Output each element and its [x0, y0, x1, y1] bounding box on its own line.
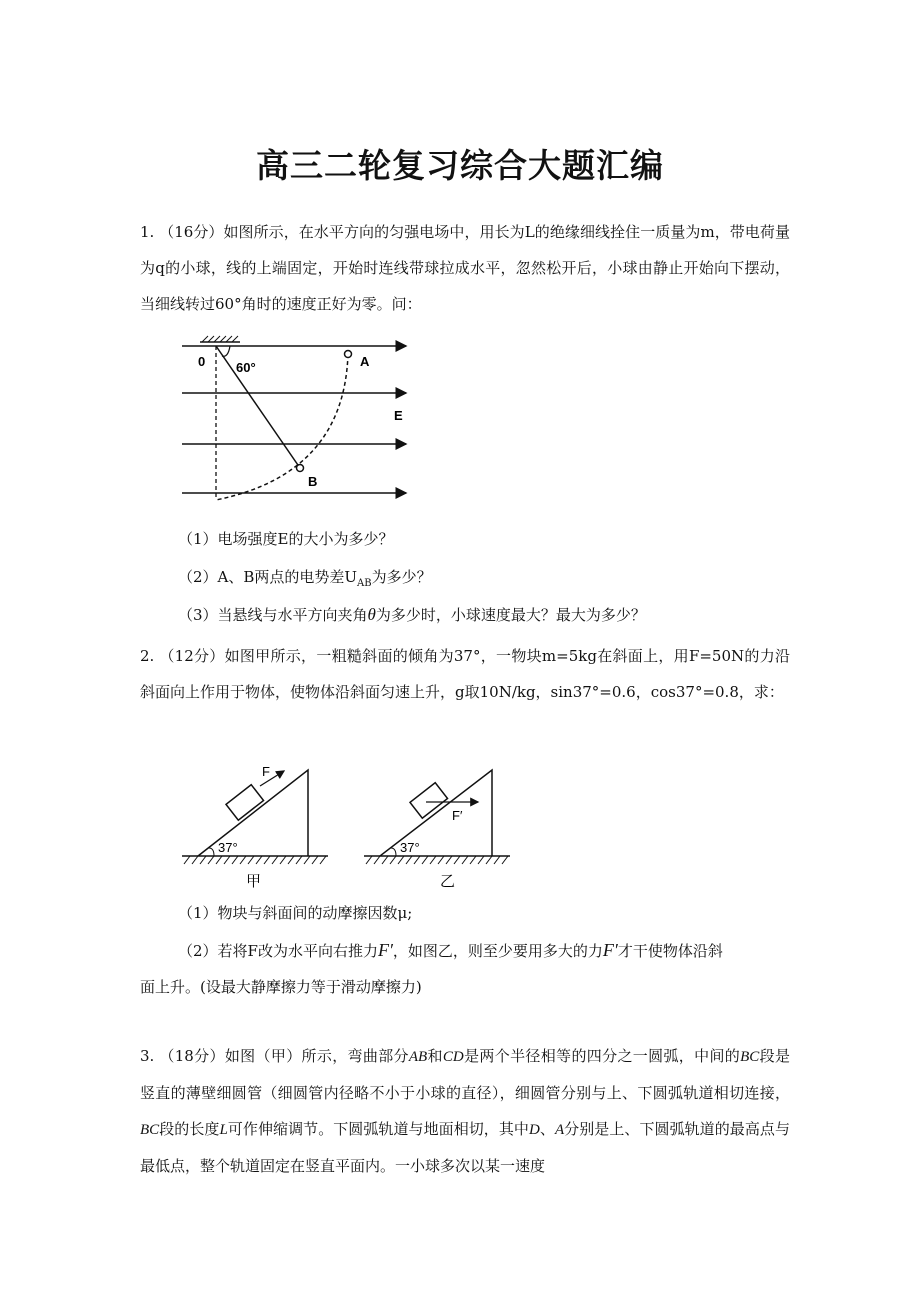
page-title: 高三二轮复习综合大题汇编: [256, 146, 664, 185]
svg-text:F: F: [262, 764, 270, 779]
svg-text:37°: 37°: [218, 840, 238, 855]
q2-sub-2: （2）若将F改为水平向右推力F′，如图乙，则至少要用多大的力F′才干使物体沿斜: [178, 940, 723, 960]
label-b: B: [308, 474, 318, 489]
q2-sub-2-line-2: 面上升。(设最大静摩擦力等于滑动摩擦力): [140, 978, 422, 996]
label-o: 0: [198, 354, 206, 369]
question-1-text: 1. （16分）如图所示，在水平方向的匀强电场中，用长为L的绝缘细线拴住一质量为m，带电荷量为q的小球，线的上端固定，开始时连线带球拉成水平，忽然松开后，小球由静止开始向下摆动，当细线转过60°角时的速度正好为零。问：: [140, 223, 790, 313]
question-3-text: 3. （18分）如图（甲）所示，弯曲部分AB和CD是两个半径相等的四分之一圆弧，中间的BC段是竖直的薄壁细圆管（细圆管内径略不小于小球的直径），细圆管分别与上、下圆弧轨道相切连接，BC段的长度L可作伸缩调节。下圆弧轨道与地面相切，其中D、A分别是上、下圆弧轨道的最高点与最低点，整个轨道固定在竖直平面内。一小球多次以某一速度: [140, 1047, 790, 1175]
svg-text:甲: 甲: [246, 872, 262, 890]
svg-text:乙: 乙: [440, 872, 456, 890]
label-a: A: [360, 354, 370, 369]
label-e: E: [394, 408, 403, 423]
q1-electric-field-figure: [178, 334, 418, 506]
question-2-text: 2. （12分）如图甲所示，一粗糙斜面的倾角为37°，一物块m=5kg在斜面上，用F=50N的力沿斜面向上作用于物体，使物体沿斜面匀速上升，g取10N/kg，sin37°=0.6，cos37°=0.8，求：: [140, 647, 790, 701]
q1-sub-1: （1）电场强度E的大小为多少？: [178, 530, 394, 548]
q2-figure-yi: [360, 760, 520, 892]
string: [216, 346, 300, 468]
svg-text:37°: 37°: [400, 840, 420, 855]
q1-sub-2: （2）A、B两点的电势差$U_{AB}$为多少？: [178, 568, 432, 589]
ball-a: [345, 351, 352, 358]
ball-b: [297, 465, 304, 472]
svg-text:F′: F′: [452, 808, 463, 823]
q1-sub-3: （3）当悬线与水平方向夹角θ为多少时，小球速度最大？最大为多少？: [178, 605, 646, 624]
label-angle: 60°: [236, 360, 256, 375]
q2-sub-1: （1）物块与斜面间的动摩擦因数μ;: [178, 904, 413, 922]
q2-figure-jia: [178, 760, 338, 892]
